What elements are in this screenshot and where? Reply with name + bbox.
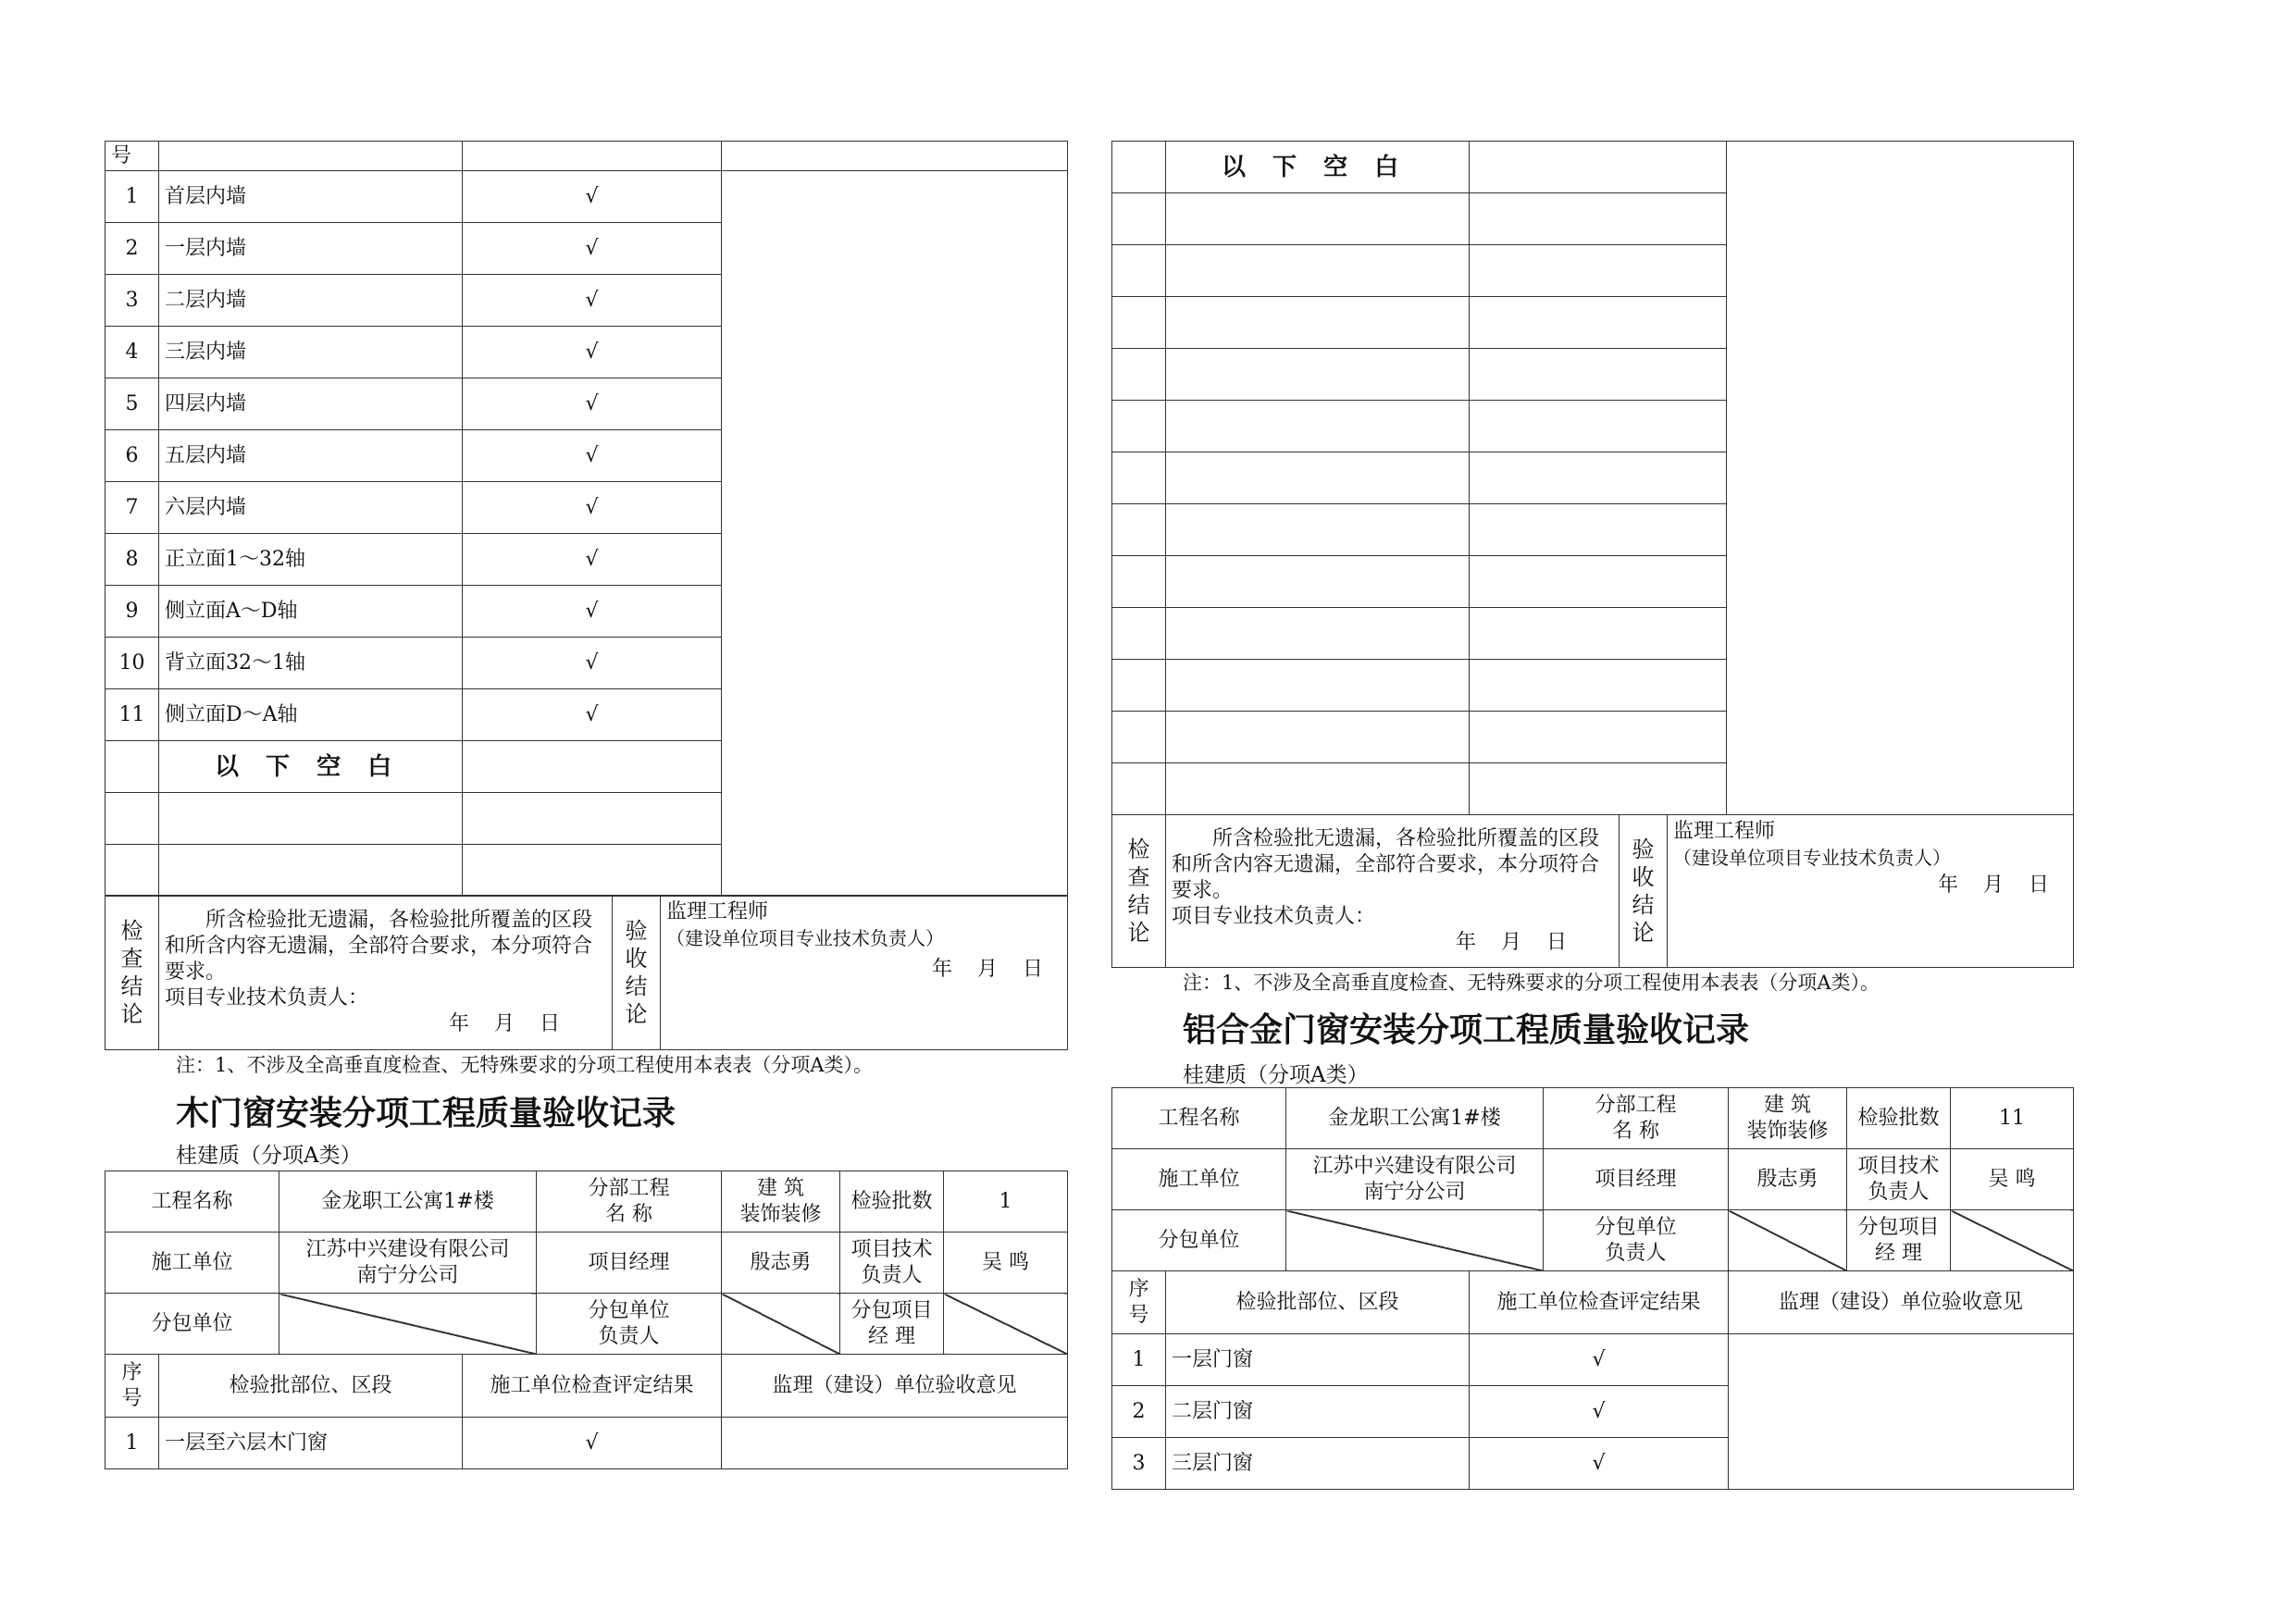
diag-cell	[279, 1294, 537, 1355]
left-top-table: 号 1 首层内墙 √ 2 一层内墙 √ 3 二层内墙 √ 4 三层内墙 √ 5 四层内墙 √ 6 五层内墙 √ 7 六层内墙 √ 8 正立面1～32轴 √ 9 侧立面A～D轴 √ 10 背立面32～1轴 √ 11 侧立面D～A轴 √ 以 下 空 白	[105, 141, 1068, 897]
diag-cell	[944, 1294, 1068, 1355]
list-item: 二层门窗	[1166, 1386, 1470, 1438]
right-conclusion-table: 检查结论 所含检验批无遗漏，各检验批所覆盖的区段和所含内容无遗漏，全部符合要求，本分项符合要求。 项目专业技术负责人： 年 月 日 验收结论 监理工程师 （建设单位项目专业技术负责人） 年 月 日	[1111, 814, 2074, 968]
list-item: 五层内墙	[159, 430, 463, 482]
note-right: 注：1、不涉及全高垂直度检查、无特殊要求的分项工程使用本表表（分项A类）。	[1183, 972, 1880, 994]
list-item: 六层内墙	[159, 482, 463, 534]
list-item: 首层内墙	[159, 171, 463, 223]
wood-sub-header: 桂建质（分项A类）	[176, 1144, 362, 1168]
check-conclusion-label: 检查结论	[105, 896, 159, 1050]
accept-conclusion-label: 验收结论	[613, 896, 661, 1050]
seq-header: 号	[105, 142, 159, 171]
list-item: 侧立面A～D轴	[159, 586, 463, 638]
list-item: 侧立面D～A轴	[159, 689, 463, 741]
list-item: 三层内墙	[159, 327, 463, 378]
list-item: 背立面32～1轴	[159, 638, 463, 689]
list-item: 正立面1～32轴	[159, 534, 463, 586]
blank-below: 以 下 空 白	[159, 741, 463, 793]
list-item: 二层内墙	[159, 275, 463, 327]
note-left: 注：1、不涉及全高垂直度检查、无特殊要求的分项工程使用本表表（分项A类）。	[176, 1054, 874, 1076]
wood-title: 木门窗安装分项工程质量验收记录	[176, 1094, 676, 1133]
supervisor-block: 监理工程师 （建设单位项目专业技术负责人） 年 月 日	[661, 896, 1068, 1050]
wood-table: 工程名称 金龙职工公寓1#楼 分部工程 名 称 建 筑 装饰装修 检验批数 1 施工单位 江苏中兴建设有限公司 南宁分公司 项目经理 殷志勇 项目技术 负责人 吴 鸣 分包单位 分包单位 负责人 分包项目 经 理 序号 检验批部位、区段 施工单位检查评定结果 监理（建设）单位验收意见 1 一层至六层木门窗 √	[105, 1171, 1068, 1469]
list-item: 四层内墙	[159, 378, 463, 430]
list-item: 一层至六层木门窗	[159, 1418, 463, 1469]
list-item: 三层门窗	[1166, 1438, 1470, 1490]
left-conclusion-table	[105, 895, 1068, 1050]
conclusion-text: 所含检验批无遗漏，各检验批所覆盖的区段和所含内容无遗漏，全部符合要求，本分项符合要求。 项目专业技术负责人： 年 月 日	[159, 896, 613, 1050]
list-item: 一层门窗	[1166, 1334, 1470, 1386]
diag-cell	[722, 1294, 840, 1355]
opinion-cell	[722, 171, 1068, 897]
alu-table: 工程名称 金龙职工公寓1#楼 分部工程 名 称 建 筑 装饰装修 检验批数 11 施工单位 江苏中兴建设有限公司 南宁分公司 项目经理 殷志勇 项目技术 负责人 吴 鸣 分包单位 分包单位 负责人 分包项目 经 理 序号 检验批部位、区段 施工单位检查评定结果 监理（建设）单位验收意见 1 一层门窗 √ 2 二层门窗 √ 3 三层门窗 √	[1111, 1087, 2074, 1490]
right-top-table: 以 下 空 白	[1111, 141, 2074, 815]
list-item: 一层内墙	[159, 223, 463, 275]
alu-title: 铝合金门窗安装分项工程质量验收记录	[1183, 1010, 1750, 1049]
alu-sub-header: 桂建质（分项A类）	[1183, 1063, 1369, 1087]
